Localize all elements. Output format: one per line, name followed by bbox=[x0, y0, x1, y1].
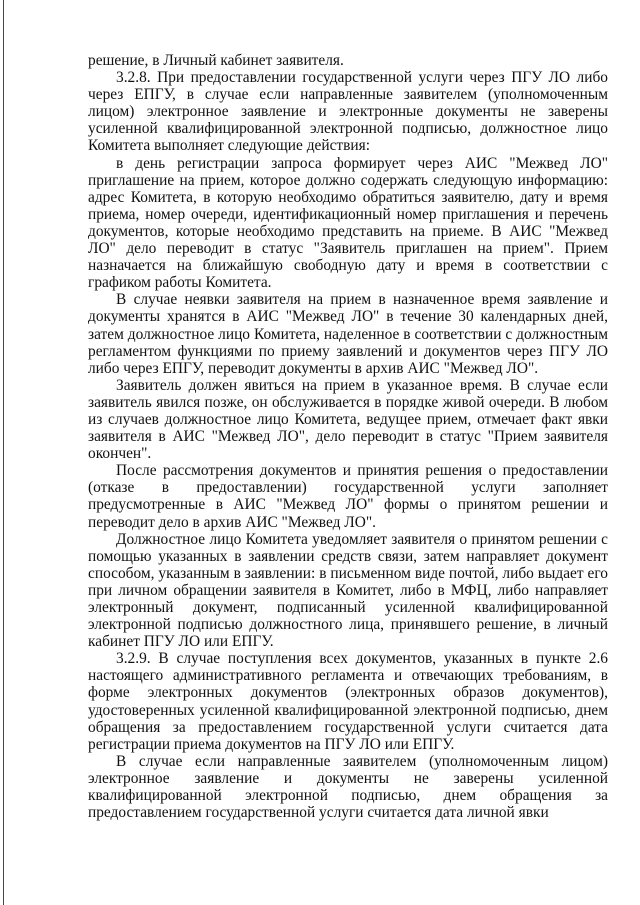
paragraph-notification: Должностное лицо Комитета уведомляет заявителя о принятом решении с помощью указанных в заявлении средств связи, затем направляет документ способом, указанным в заявлении: в письменном виде почтой, либо выдает его при личном обращении заявителя в Комитет, либо в МФЦ, либо направляет электронный документ, подписанный усиленной квалифицированной электронной подписью должностного лица, принявшего решение, в личный кабинет ПГУ ЛО или ЕПГУ. bbox=[88, 530, 608, 651]
paragraph-continuation: решение, в Личный кабинет заявителя. bbox=[88, 52, 344, 69]
paragraph-invitation: в день регистрации запроса формирует через АИС "Межвед ЛО" приглашение на прием, которое должно содержать следующую информацию: адрес Комитета, в которую необходимо обратиться заявителю, дату и время приема, номер очереди, идентификационный номер приглашения и перечень документов, которые необходимо представить на приеме. В АИС "Межвед ЛО" дело переводит в статус "Заявитель приглашен на прием". Прием назначается на ближайшую свободную дату и время в соответствии с графиком работы Комитета. bbox=[88, 154, 608, 292]
paragraph-decision: После рассмотрения документов и принятия решения о предоставлении (отказе в предоставлении) государственной услуги заполняет предусмотренные в АИС "Межвед ЛО" формы о принятом решении и переводит дело в архив АИС "Межвед ЛО". bbox=[88, 462, 608, 531]
paragraph-3-2-9: 3.2.9. В случае поступления всех документов, указанных в пункте 2.6 настоящего административного регламента и отвечающих требованиям, в форме электронных документов (электронных образов документов), удостоверенных усиленной квалифицированной электронной подписью, днем обращения за предоставлением государственной услуги считается дата регистрации приема документов на ПГУ ЛО или ЕПГУ. bbox=[88, 650, 608, 753]
page-edge-line bbox=[3, 0, 4, 905]
document-body bbox=[88, 52, 608, 821]
paragraph-personal-visit: В случае если направленные заявителем (уполномоченным лицом) электронное заявление и документы не заверены усиленной квалифицированной электронной подписью, днем обращения за предоставлением государственной услуги считается дата личной явки bbox=[88, 752, 608, 822]
paragraph-3-2-8: 3.2.8. При предоставлении государственной услуги через ПГУ ЛО либо через ЕПГУ, в случае если направленные заявителем (уполномоченным лицом) электронное заявление и электронные документы не заверены усиленной квалифицированной электронной подписью, должностное лицо Комитета выполняет следующие действия: bbox=[88, 69, 608, 155]
paragraph-appearance: Заявитель должен явиться на прием в указанное время. В случае если заявитель явился позже, он обслуживается в порядке живой очереди. В любом из случаев должностное лицо Комитета, ведущее прием, отмечает факт явки заявителя в АИС "Межвед ЛО", дело переводит в статус "Прием заявителя окончен". bbox=[88, 376, 608, 463]
paragraph-no-show: В случае неявки заявителя на прием в назначенное время заявление и документы хранятся в АИС "Межвед ЛО" в течение 30 календарных дней, затем должностное лицо Комитета, наделенное в соответствии с должностным регламентом функциями по приему заявлений и документов через ПГУ ЛО либо через ЕПГУ, переводит документы в архив АИС "Межвед ЛО". bbox=[88, 291, 608, 377]
